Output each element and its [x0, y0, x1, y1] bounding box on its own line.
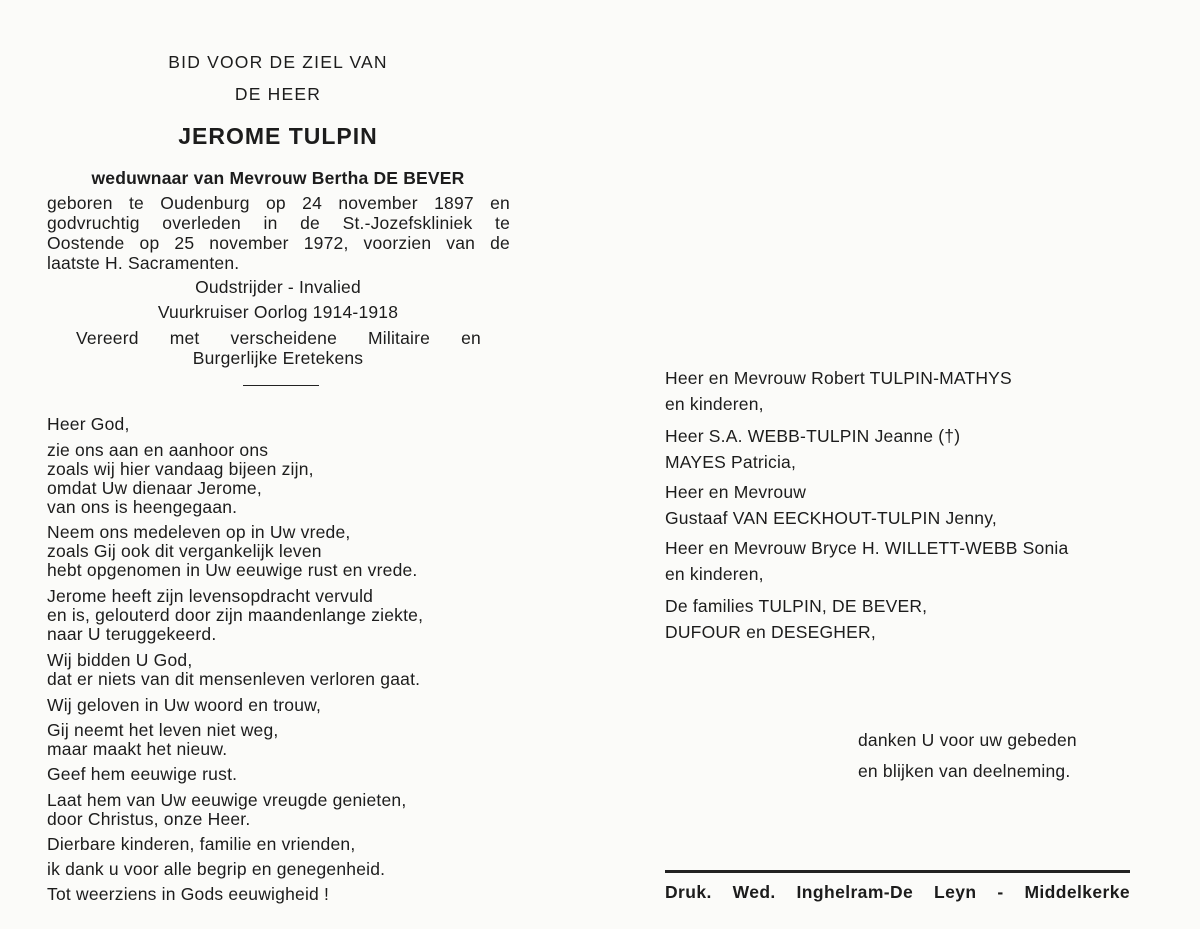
- prayer-line: zoals Gij ook dit vergankelijk leven: [47, 541, 322, 561]
- separator-rule: [243, 385, 319, 386]
- thanks-line-1: danken U voor uw gebeden: [858, 730, 1077, 750]
- prayer-line: Laat hem van Uw eeuwige vreugde genieten,: [47, 790, 407, 810]
- prayer-line: en is, gelouterd door zijn maandenlange ziekte,: [47, 605, 424, 625]
- header-line-1: BID VOOR DE ZIEL VAN: [168, 52, 388, 72]
- family-line: Heer en Mevrouw Robert TULPIN-MATHYS: [665, 368, 1012, 388]
- prayer-line: van ons is heengegaan.: [47, 497, 238, 517]
- honor-line-4: Burgerlijke Eretekens: [192, 348, 364, 368]
- prayer-line: Gij neemt het leven niet weg,: [47, 720, 279, 740]
- family-line: DUFOUR en DESEGHER,: [665, 622, 876, 642]
- prayer-line: maar maakt het nieuw.: [47, 739, 228, 759]
- prayer-line: door Christus, onze Heer.: [47, 809, 251, 829]
- prayer-line: ik dank u voor alle begrip en genegenheid.: [47, 859, 386, 879]
- prayer-line: naar U teruggekeerd.: [47, 624, 217, 644]
- printer-rule: [665, 870, 1130, 873]
- prayer-line: Tot weerziens in Gods eeuwigheid !: [47, 884, 330, 904]
- prayer-line: omdat Uw dienaar Jerome,: [47, 478, 262, 498]
- honor-line-1: Oudstrijder - Invalied: [195, 277, 361, 297]
- family-line: en kinderen,: [665, 394, 764, 414]
- prayer-line: zoals wij hier vandaag bijeen zijn,: [47, 459, 314, 479]
- prayer-line: Wij bidden U God,: [47, 650, 193, 670]
- spouse-line: weduwnaar van Mevrouw Bertha DE BEVER: [91, 168, 465, 188]
- family-line: MAYES Patricia,: [665, 452, 797, 472]
- family-line: Heer S.A. WEBB-TULPIN Jeanne (†): [665, 426, 961, 446]
- bio-line-2: godvruchtig overleden in de St.-Jozefskliniek te: [47, 213, 510, 233]
- thanks-line-2: en blijken van deelneming.: [858, 761, 1071, 781]
- honor-line-2: Vuurkruiser Oorlog 1914-1918: [157, 302, 399, 322]
- printer-credit: Druk. Wed. Inghelram-De Leyn - Middelkerke: [665, 882, 1130, 902]
- prayer-line: dat er niets van dit mensenleven verloren gaat.: [47, 669, 421, 689]
- family-line: De families TULPIN, DE BEVER,: [665, 596, 928, 616]
- prayer-line: zie ons aan en aanhoor ons: [47, 440, 269, 460]
- prayer-line: Geef hem eeuwige rust.: [47, 764, 238, 784]
- deceased-name: JEROME TULPIN: [178, 123, 378, 149]
- family-line: Heer en Mevrouw: [665, 482, 807, 502]
- prayer-line: Jerome heeft zijn levensopdracht vervuld: [47, 586, 374, 606]
- family-line: Heer en Mevrouw Bryce H. WILLETT-WEBB Sonia: [665, 538, 1069, 558]
- bio-line-1: geboren te Oudenburg op 24 november 1897 en: [47, 193, 510, 213]
- bio-line-3: Oostende op 25 november 1972, voorzien van de: [47, 233, 510, 253]
- prayer-line: Dierbare kinderen, familie en vrienden,: [47, 834, 356, 854]
- prayer-line: hebt opgenomen in Uw eeuwige rust en vrede.: [47, 560, 418, 580]
- prayer-line: Heer God,: [47, 414, 130, 434]
- family-line: Gustaaf VAN EECKHOUT-TULPIN Jenny,: [665, 508, 997, 528]
- header-line-2: DE HEER: [234, 84, 322, 104]
- prayer-line: Wij geloven in Uw woord en trouw,: [47, 695, 322, 715]
- bio-line-4: laatste H. Sacramenten.: [47, 253, 240, 273]
- family-line: en kinderen,: [665, 564, 764, 584]
- honor-line-3: Vereerd met verscheidene Militaire en: [76, 328, 481, 348]
- prayer-line: Neem ons medeleven op in Uw vrede,: [47, 522, 351, 542]
